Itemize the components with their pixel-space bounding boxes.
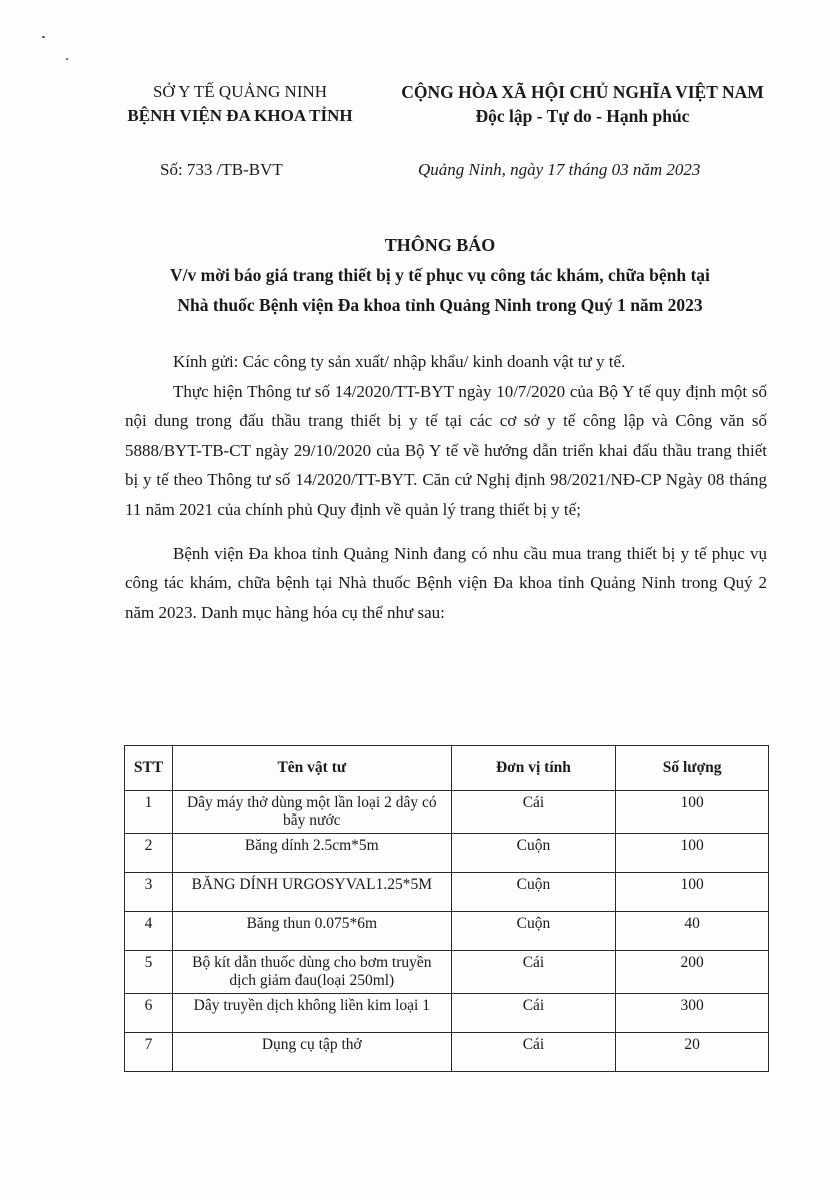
table-row xyxy=(125,834,769,873)
cell-stt: 7 xyxy=(125,1033,173,1072)
cell-stt: 5 xyxy=(125,951,173,994)
cell-stt: 3 xyxy=(125,873,173,912)
cell-item-name: Băng dính 2.5cm*5m xyxy=(172,834,451,873)
table-row xyxy=(125,951,769,994)
header-unit: Đơn vị tính xyxy=(451,746,616,791)
paragraph-legal-basis: Thực hiện Thông tư số 14/2020/TT-BYT ngày 10/7/2020 của Bộ Y tế quy định một số nội dung trong đấu thầu trang thiết bị y tế tại các cơ sở y tế công lập và Công văn số 5888/BYT-TB-CT ngày 29/10/2020 của Bộ Y tế về hướng dẫn triển khai đấu thầu trang thiết bị y tế theo Thông tư số 14/2020/TT-BYT. Căn cứ Nghị định 98/2021/NĐ-CP Ngày 08 tháng 11 năm 2021 của chính phủ Quy định về quản lý trang thiết bị y tế; xyxy=(125,381,767,519)
cell-item-name: Dây máy thở dùng một lần loại 2 dây có bẫy nước xyxy=(172,791,451,834)
salutation: Kính gửi: Các công ty sản xuất/ nhập khẩu/ kinh doanh vật tư y tế. xyxy=(173,352,626,371)
cell-unit: Cái xyxy=(451,791,616,834)
agency-name: BỆNH VIỆN ĐA KHOA TỈNH xyxy=(127,106,353,125)
body-text xyxy=(125,347,767,627)
country-name: CỘNG HÒA XÃ HỘI CHỦ NGHĨA VIỆT NAM xyxy=(401,82,764,102)
header-item-name: Tên vật tư xyxy=(172,746,451,791)
cell-item-name: BĂNG DÍNH URGOSYVAL1.25*5M xyxy=(172,873,451,912)
paragraph-request: Bệnh viện Đa khoa tỉnh Quảng Ninh đang có nhu cầu mua trang thiết bị y tế phục vụ công tác khám, chữa bệnh tại Nhà thuốc Bệnh viện Đa khoa tỉnh Quảng Ninh trong Quý 2 năm 2023. Danh mục hàng hóa cụ thể như sau: xyxy=(125,543,767,622)
cell-quantity: 300 xyxy=(616,994,769,1033)
items-table xyxy=(124,745,769,1072)
table-row xyxy=(125,873,769,912)
cell-quantity: 40 xyxy=(616,912,769,951)
table-row xyxy=(125,912,769,951)
motto: Độc lập - Tự do - Hạnh phúc xyxy=(475,106,690,126)
cell-stt: 6 xyxy=(125,994,173,1033)
subject-line-2: Nhà thuốc Bệnh viện Đa khoa tỉnh Quảng Ninh trong Quý 1 năm 2023 xyxy=(177,295,703,315)
subject-line-1: V/v mời báo giá trang thiết bị y tế phục vụ công tác khám, chữa bệnh tại xyxy=(170,265,710,285)
cell-quantity: 100 xyxy=(616,791,769,834)
issuing-agency xyxy=(90,80,390,128)
cell-item-name: Dây truyền dịch không liền kim loại 1 xyxy=(172,994,451,1033)
cell-quantity: 20 xyxy=(616,1033,769,1072)
cell-unit: Cuộn xyxy=(451,873,616,912)
cell-stt: 4 xyxy=(125,912,173,951)
cell-item-name: Băng thun 0.075*6m xyxy=(172,912,451,951)
scan-speck xyxy=(42,36,45,38)
table-header-row xyxy=(125,746,769,791)
table-row xyxy=(125,791,769,834)
cell-unit: Cuộn xyxy=(451,834,616,873)
cell-unit: Cái xyxy=(451,951,616,994)
table-row xyxy=(125,1033,769,1072)
document-title: THÔNG BÁO xyxy=(384,235,496,255)
title-block xyxy=(60,230,820,320)
place-date: Quảng Ninh, ngày 17 tháng 03 năm 2023 xyxy=(418,160,701,179)
items-table-wrapper xyxy=(124,745,769,1072)
cell-unit: Cái xyxy=(451,1033,616,1072)
cell-unit: Cuộn xyxy=(451,912,616,951)
national-motto xyxy=(385,80,780,128)
scan-speck xyxy=(66,58,68,60)
cell-stt: 1 xyxy=(125,791,173,834)
cell-unit: Cái xyxy=(451,994,616,1033)
table-row xyxy=(125,994,769,1033)
header-quantity: Số lượng xyxy=(616,746,769,791)
cell-quantity: 100 xyxy=(616,834,769,873)
cell-item-name: Bộ kít dẫn thuốc dùng cho bơm truyền dịch giảm đau(loại 250ml) xyxy=(172,951,451,994)
document-number: Số: 733 /TB-BVT xyxy=(160,160,283,179)
header-stt: STT xyxy=(125,746,173,791)
cell-quantity: 200 xyxy=(616,951,769,994)
cell-stt: 2 xyxy=(125,834,173,873)
cell-quantity: 100 xyxy=(616,873,769,912)
cell-item-name: Dụng cụ tập thở xyxy=(172,1033,451,1072)
parent-agency: SỞ Y TẾ QUẢNG NINH xyxy=(152,82,328,101)
